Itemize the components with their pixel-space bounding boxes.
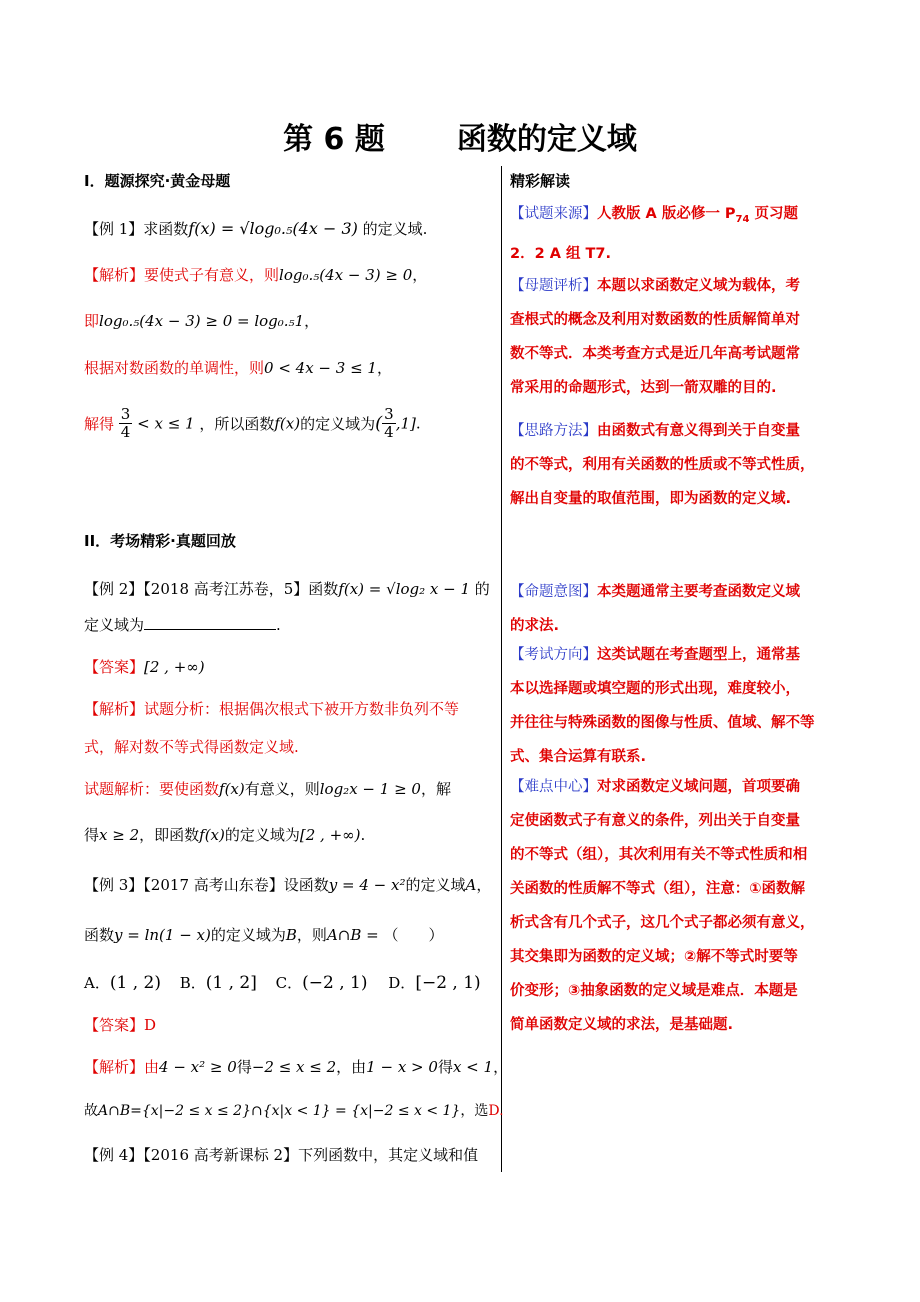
solution-1-text-b: 即 — [84, 312, 100, 330]
solution-1-fx: f(x) — [274, 414, 301, 433]
sidebar-heading: 精彩解读 — [510, 172, 571, 190]
example-3-func-a: y = 4 − x² — [328, 876, 406, 894]
solution-1-line-2 — [84, 310, 319, 331]
solution-2-line-2: 式，解对数不等式得函数定义域. — [84, 738, 299, 756]
example-3-options — [84, 972, 481, 993]
example-3 — [84, 874, 491, 895]
method-block — [510, 414, 840, 516]
solution-1-text-c: 根据对数函数的单调性，则 — [84, 359, 265, 377]
example-3-func-b: y = ln(1 − x) — [114, 926, 211, 944]
direction-line: 这类试题在考查题型上，通常基 — [597, 647, 800, 663]
example-2-blank-label: 定义域为 — [84, 616, 145, 634]
example-3-label: 【例 3】【2017 高考山东卷】设函数 — [84, 876, 329, 894]
solution-1-math-b: log₀.₅(4x − 3) ≥ 0 = log₀.₅1 — [99, 312, 305, 330]
example-1-label: 【例 1】求函数 — [84, 220, 189, 238]
solution-1-text-a: 要使式子有意义，则 — [144, 266, 280, 284]
solution-2-end: ，解 — [420, 780, 451, 798]
source-line-2: 2．2 A 组 T7. — [510, 245, 612, 262]
punct: . — [415, 414, 421, 433]
solution-2-line-4 — [84, 824, 365, 845]
example-2-line-2 — [84, 614, 281, 635]
solution-2-text-d: 得 — [84, 826, 100, 844]
solution-3-text-2: 得 — [236, 1058, 252, 1076]
punct: . — [360, 826, 366, 844]
example-3-text: 函数 — [84, 926, 115, 944]
direction-tag: 【考试方向】 — [510, 647, 597, 663]
title-number: 第 6 题 — [283, 122, 385, 157]
evaluation-line: 本题以求函数定义域为载体，考 — [597, 278, 800, 294]
difficulty-line: 其交集即为函数的定义域；②解不等式时要等 — [510, 949, 798, 965]
solution-2-domain: [2 , +∞) — [299, 826, 361, 844]
example-2 — [84, 578, 490, 599]
solution-3-set-math: A∩B={x|−2 ≤ x ≤ 2}∩{x|x < 1} = {x|−2 ≤ x < 1} — [98, 1103, 461, 1119]
solution-3-math-4: x < 1 — [452, 1058, 494, 1076]
answer-2-value: [2 , +∞) — [144, 658, 205, 676]
evaluation-line: 数不等式．本类考查方式是近几年高考试题常 — [510, 346, 800, 362]
example-3-line-2 — [84, 924, 444, 945]
solution-3-text-b: 故 — [84, 1103, 98, 1119]
answer-3 — [84, 1014, 156, 1035]
solution-3-answer: D. — [488, 1103, 504, 1119]
direction-line: 本以选择题或填空题的形式出现，难度较小， — [510, 681, 800, 697]
solution-2-line-1 — [84, 698, 459, 719]
evaluation-block — [510, 269, 840, 405]
solution-1-line-3 — [84, 357, 392, 378]
choice-bracket: （ ） — [383, 926, 444, 944]
answer-3-tag: 【答案】 — [84, 1016, 145, 1034]
method-line: 由函数式有意义得到关于自变量 — [597, 423, 800, 439]
example-3-text-3: ，则 — [296, 926, 327, 944]
source-text: 人教版 A 版必修一 P — [597, 206, 736, 222]
source-tag: 【试题来源】 — [510, 206, 597, 222]
punct: ， — [412, 266, 428, 284]
difficulty-tag: 【难点中心】 — [510, 779, 597, 795]
example-1-function: f(x) = √log₀.₅(4x − 3) — [188, 219, 358, 238]
method-line: 解出自变量的取值范围，即为函数的定义域. — [510, 491, 792, 507]
difficulty-line: 对求函数定义域问题，首项要确 — [597, 779, 800, 795]
solution-3-math-3: 1 − x > 0 — [366, 1058, 438, 1076]
punct: ， — [304, 312, 320, 330]
numerator: 3 — [384, 405, 394, 423]
intent-line: 本类题通常主要考查函数定义域 — [597, 584, 800, 600]
set-a: A — [465, 876, 477, 894]
difficulty-line: 析式含有几个式子，这几个式子都必须有意义， — [510, 915, 815, 931]
solution-3-math-2: −2 ≤ x ≤ 2 — [251, 1058, 337, 1076]
intent-block — [510, 575, 840, 643]
source-text-2: 页习题 — [749, 206, 798, 222]
solution-1-mid: ，所以函数 — [199, 415, 275, 433]
solution-3-text-b2: ，选 — [460, 1103, 489, 1119]
example-3-mid: 的定义域 — [405, 876, 466, 894]
answer-blank — [144, 615, 276, 630]
solution-2-mid-d2: 的定义域为 — [224, 826, 300, 844]
solution-2-mid: 有意义，则 — [244, 780, 320, 798]
solution-2-fx-d: f(x) — [199, 826, 225, 844]
intent-tag: 【命题意图】 — [510, 584, 597, 600]
solution-2-line-3 — [84, 778, 451, 799]
solution-1-tag: 【解析】 — [84, 266, 145, 284]
page-subscript: 74 — [735, 213, 750, 225]
difficulty-line: 简单函数定义域的求法，是基础题. — [510, 1017, 734, 1033]
example-4: 【例 4】【2016 高考新课标 2】下列函数中，其定义域和值 — [84, 1146, 479, 1164]
example-1-suffix: 的定义域. — [362, 220, 428, 238]
evaluation-tag: 【母题评析】 — [510, 278, 597, 294]
example-2-function: f(x) = √log₂ x − 1 — [338, 580, 471, 598]
direction-line: 并往往与特殊函数的图像与性质、值域、解不等 — [510, 715, 815, 731]
intent-line: 的求法. — [510, 618, 560, 634]
solution-1-mid2: 的定义域为 — [300, 415, 376, 433]
option-b-label: B． — [179, 974, 206, 992]
option-a: (1 , 2) — [109, 973, 161, 993]
option-c-label: C． — [275, 974, 303, 992]
solution-2-text-a: 试题分析：根据偶次根式下被开方数非负列不等 — [144, 700, 460, 718]
title-text: 函数的定义域 — [456, 122, 637, 157]
method-tag: 【思路方法】 — [510, 423, 597, 439]
evaluation-line: 常采用的命题形式，达到一箭双雕的目的. — [510, 380, 777, 396]
column-divider — [501, 166, 502, 1172]
section-heading-2: II．考场精彩·真题回放 — [84, 532, 236, 550]
solution-1-text-d: 解得 — [84, 415, 115, 433]
evaluation-line: 查根式的概念及利用对数函数的性质解简单对 — [510, 312, 800, 328]
intersection: A∩B = — [326, 926, 379, 944]
denominator: 4 — [384, 423, 394, 441]
punct: . — [276, 616, 281, 634]
solution-3-text-3: ，由 — [336, 1058, 367, 1076]
example-3-text-2: 的定义域为 — [210, 926, 286, 944]
section-heading-1: I．题源探究·黄金母题 — [84, 172, 231, 190]
solution-1-math-a: log₀.₅(4x − 3) ≥ 0 — [279, 266, 413, 284]
solution-3-line-2 — [84, 1100, 504, 1120]
solution-3-text: 由 — [144, 1058, 160, 1076]
difficulty-line: 的不等式（组），其次利用有关不等式性质和相 — [510, 847, 808, 863]
solution-2-fx: f(x) — [219, 780, 245, 798]
solution-2-inequality: log₂x − 1 ≥ 0 — [319, 780, 421, 798]
answer-open-paren: ( — [375, 413, 383, 434]
direction-block — [510, 638, 840, 774]
option-a-label: A． — [84, 974, 110, 992]
set-b: B — [285, 926, 297, 944]
source-block — [510, 197, 840, 271]
solution-2-text-c: 试题解析：要使函数 — [84, 780, 220, 798]
numerator: 3 — [120, 405, 131, 423]
option-d: [−2 , 1) — [415, 973, 481, 993]
method-line: 的不等式，利用有关函数的性质或不等式性质， — [510, 457, 815, 473]
answer-2 — [84, 656, 205, 677]
solution-2-tag: 【解析】 — [84, 700, 145, 718]
punct: ， — [376, 359, 392, 377]
solution-1-line-1 — [84, 264, 427, 285]
answer-2-tag: 【答案】 — [84, 658, 145, 676]
solution-2-x-ge-2: x ≥ 2 — [99, 826, 140, 844]
difficulty-line: 定使函数式子有意义的条件，列出关于自变量 — [510, 813, 800, 829]
answer-close: ,1] — [395, 414, 416, 433]
answer-fraction — [382, 406, 396, 441]
answer-3-value: D — [144, 1016, 157, 1034]
example-2-label: 【例 2】【2018 高考江苏卷，5】函数 — [84, 580, 339, 598]
solution-3-line-1 — [84, 1056, 508, 1077]
solution-1-math-d: < x ≤ 1 — [137, 414, 195, 433]
example-2-suffix: 的 — [474, 580, 490, 598]
option-b: (1 , 2] — [205, 973, 257, 993]
option-d-label: D． — [388, 974, 416, 992]
solution-1-line-4 — [84, 406, 421, 441]
denominator: 4 — [120, 423, 131, 441]
solution-3-text-4: 得 — [437, 1058, 453, 1076]
difficulty-line: 关函数的性质解不等式（组），注意：①函数解 — [510, 881, 806, 897]
solution-3-tag: 【解析】 — [84, 1058, 145, 1076]
difficulty-line: 价变形；③抽象函数的定义域是难点．本题是 — [510, 983, 798, 999]
solution-3-math-1: 4 − x² ≥ 0 — [159, 1058, 237, 1076]
example-1 — [84, 218, 427, 239]
fraction-three-quarters — [119, 406, 133, 441]
punct: ， — [476, 876, 492, 894]
option-c: (−2 , 1) — [302, 973, 368, 993]
punct: ， — [493, 1058, 509, 1076]
solution-2-mid-d: ，即函数 — [139, 826, 200, 844]
direction-line: 式、集合运算有联系. — [510, 749, 647, 765]
difficulty-block — [510, 770, 840, 1042]
page-title — [0, 114, 920, 158]
solution-1-math-c: 0 < 4x − 3 ≤ 1 — [264, 359, 377, 377]
